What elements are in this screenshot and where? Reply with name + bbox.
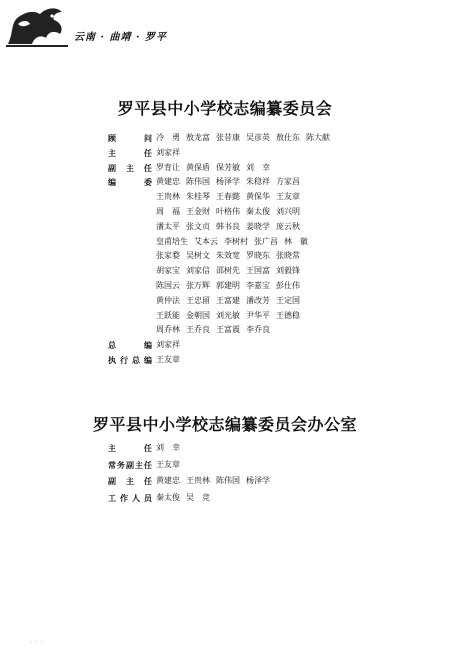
dragon-emblem-icon [4,4,70,48]
member-name: 刘兴明 [276,206,300,216]
member-name: 刘 幸 [156,443,180,452]
member-name: 王国富 [246,266,270,276]
member-names [152,457,186,474]
member-name: 叶格伟 [216,206,240,216]
member-name: 王忠留 [186,295,210,305]
member-name: 刘家信 [186,266,210,276]
member-name: 王贵林 [186,476,210,485]
member-names [152,190,306,205]
member-row [108,131,336,146]
member-name: 金朝国 [186,310,210,320]
member-name: 刘 幸 [246,162,270,172]
member-row [108,190,336,205]
role-label: 执行总编 [108,354,152,365]
member-names [152,473,276,490]
member-name: 敖龙富 [186,133,210,142]
member-name: 刘光敏 [216,310,240,320]
member-name: 黄建忠 [156,177,180,187]
member-name: 韩书良 [216,221,240,231]
member-row [108,235,336,250]
member-row [108,146,336,161]
role-label [108,249,152,264]
member-names [152,220,306,235]
member-row [108,249,336,264]
role-label [108,190,152,205]
member-names [152,264,306,279]
member-names [152,294,306,309]
role-label: 副主任 [108,162,152,173]
member-names [152,353,186,368]
member-name: 杨泽学 [246,476,270,485]
member-name: 彭仕伟 [276,280,300,290]
member-name: 王友章 [156,459,180,469]
member-row [108,161,336,176]
member-name: 王贵林 [156,192,180,202]
member-name: 王友章 [276,192,300,202]
member-row [108,490,276,507]
member-name: 吴树文 [186,251,210,261]
role-label [108,323,152,338]
role-label: 顾 问 [108,133,152,143]
member-name: 方家昌 [276,177,300,187]
member-name: 吴彦英 [246,133,270,142]
member-row [108,323,336,338]
member-row [108,220,336,235]
member-names [152,440,186,457]
member-row [108,309,336,324]
member-names [152,146,186,161]
member-name: 陈伟国 [186,177,210,187]
member-name: 刘毅锋 [276,266,300,276]
member-name: 朱稳祥 [246,177,270,187]
member-name: 王乔良 [186,325,210,335]
member-names [152,205,306,220]
member-name: 王春懿 [216,192,240,202]
member-name: 敖仕东 [276,133,300,142]
member-name: 王友章 [156,354,180,364]
member-name: 周乔林 [156,325,180,335]
member-name: 冷 勇 [156,133,180,142]
role-label [108,220,152,235]
member-name: 陈伟国 [216,476,240,485]
member-name: 秦太俊 [246,206,270,216]
member-name: 艾本云 [194,236,218,246]
member-name: 林 徽 [284,236,308,246]
member-name: 王富建 [216,295,240,305]
member-name: 郭建明 [216,280,240,290]
header-part: 云南 [74,32,96,43]
member-name: 胡家宝 [156,266,180,276]
member-row [108,279,336,294]
header-part: 罗平 [144,32,167,43]
member-name: 王金财 [186,206,210,216]
role-label: 主 任 [108,147,152,158]
role-label [108,205,152,220]
role-label: 常务副主任 [108,459,152,470]
member-name: 潘太平 [156,221,180,231]
committee-list [108,131,336,368]
role-label: 总 编 [108,340,152,351]
member-row [108,294,336,309]
member-name: 潘改芳 [246,295,270,305]
member-name: 周 福 [156,206,180,216]
member-name: 朱桂琴 [186,192,210,202]
office-title: 罗平县中小学校志编纂委员会办公室 [92,415,357,434]
member-name: 张广昌 [254,236,278,246]
member-names [152,279,306,294]
member-name: 张家婺 [156,251,180,261]
member-name: 黄仲法 [156,295,180,305]
member-name: 张昔康 [216,133,240,142]
member-names [152,249,306,264]
member-name: 罗晓东 [246,251,270,261]
role-label: 副主任 [108,476,152,486]
committee-title: 罗平县中小学校志编纂委员会 [117,99,333,118]
member-row [108,440,276,457]
role-label [108,279,152,294]
member-row [108,353,336,368]
member-name: 吴 竞 [186,492,210,502]
member-name: 王德稳 [276,310,300,320]
member-name: 王定国 [276,295,300,305]
member-names [152,161,276,176]
member-name: 刘家祥 [156,340,180,350]
page-header [4,4,204,48]
footer-marks: · · · [30,638,43,647]
member-name: 朱效宽 [216,251,240,261]
member-name: 黄保盾 [186,162,210,172]
member-row [108,457,276,474]
member-name: 秦太俊 [156,492,180,502]
office-list [108,440,276,506]
member-name: 邵树先 [216,266,240,276]
member-name: 李嘉宝 [246,280,270,290]
member-name: 皇甫培生 [156,236,188,246]
member-name: 王富震 [216,325,240,335]
role-label [108,264,152,279]
member-name: 张文贞 [186,221,210,231]
header-location-label [74,28,167,43]
member-row [108,264,336,279]
role-label: 工作人员 [108,492,152,503]
member-name: 姜晓学 [246,221,270,231]
header-part: · [135,32,141,43]
member-names [152,175,306,190]
role-label: 主 任 [108,443,152,453]
member-name: 保芳敏 [216,162,240,172]
member-names [152,490,216,507]
member-name: 陈大献 [306,133,330,142]
role-label: 编 委 [108,177,152,188]
member-names [152,235,314,250]
member-names [152,131,336,146]
member-names [152,309,306,324]
header-part: · [100,32,105,43]
member-row [108,175,336,190]
role-label [108,294,152,309]
member-names [152,338,186,353]
member-name: 张晓常 [276,251,300,261]
member-name: 黄保华 [246,192,270,202]
member-name: 罗育让 [156,162,180,172]
member-row [108,473,276,490]
member-name: 李树村 [224,236,248,246]
member-name: 刘家祥 [156,147,180,157]
member-name: 尹华平 [246,310,270,320]
header-part: 曲靖 [109,32,132,43]
member-name: 陈国云 [156,280,180,290]
member-name: 李乔良 [246,325,270,335]
member-row [108,338,336,353]
role-label [108,309,152,324]
role-label [108,235,152,250]
member-row [108,205,336,220]
member-name: 庞云秋 [276,221,300,231]
member-name: 黄建忠 [156,476,180,485]
member-name: 杨泽学 [216,177,240,187]
member-names [152,323,276,338]
member-name: 王跃能 [156,310,180,320]
member-name: 张万辉 [186,280,210,290]
